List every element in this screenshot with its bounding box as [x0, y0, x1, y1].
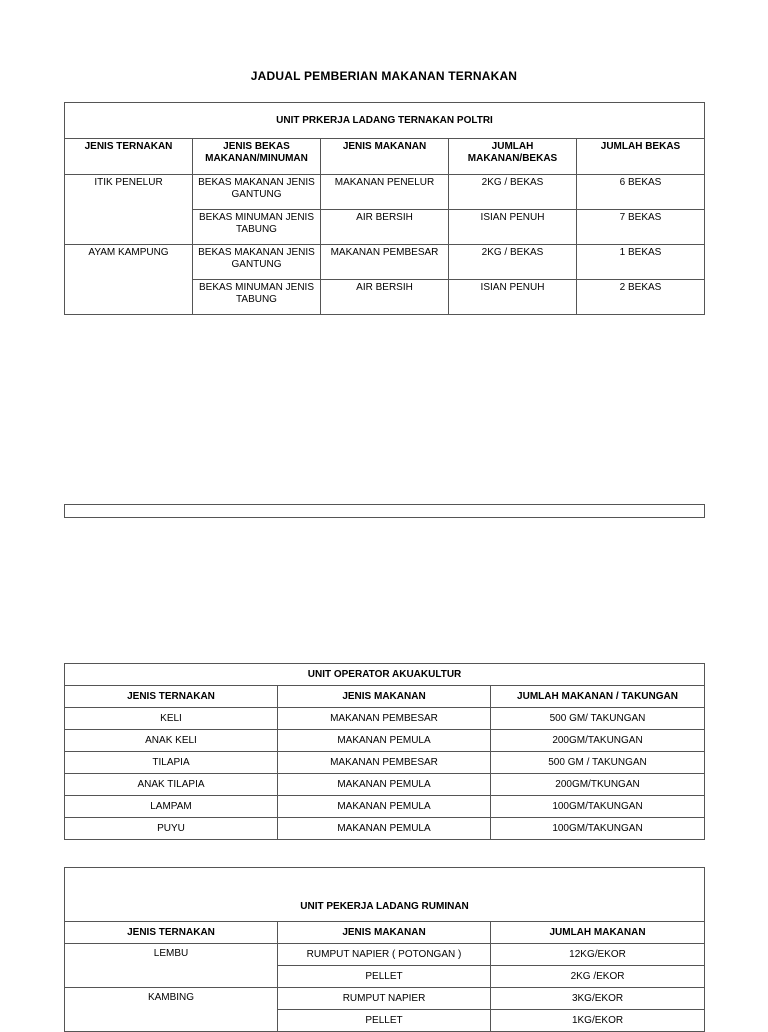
column-header: JENIS MAKANAN — [278, 686, 491, 708]
feed-cell: MAKANAN PEMBESAR — [278, 752, 491, 774]
empty-table-row — [64, 504, 705, 518]
table-row — [65, 818, 705, 840]
column-header: JENIS TERNAKAN — [65, 139, 193, 175]
amount-cell: 12KG/EKOR — [491, 944, 705, 966]
feed-cell: MAKANAN PEMBESAR — [321, 245, 449, 280]
table-row — [65, 796, 705, 818]
table-row — [65, 730, 705, 752]
column-header: JUMLAH MAKANAN / TAKUNGAN — [491, 686, 705, 708]
table-row — [65, 944, 705, 966]
amount-cell: 200GM/TKUNGAN — [491, 774, 705, 796]
feed-cell: MAKANAN PEMULA — [278, 774, 491, 796]
container-cell: BEKAS MINUMAN JENIS TABUNG — [193, 210, 321, 245]
amount-cell: 2KG / BEKAS — [449, 175, 577, 210]
table-caption: UNIT PEKERJA LADANG RUMINAN — [65, 868, 705, 922]
feed-cell: PELLET — [278, 1010, 491, 1032]
feed-cell: AIR BERSIH — [321, 210, 449, 245]
column-header: JUMLAH MAKANAN/BEKAS — [449, 139, 577, 175]
amount-cell: 3KG/EKOR — [491, 988, 705, 1010]
table-caption: UNIT OPERATOR AKUAKULTUR — [65, 664, 705, 686]
column-header: JUMLAH MAKANAN — [491, 922, 705, 944]
animal-cell: TILAPIA — [65, 752, 278, 774]
aquaculture-feeding-table — [64, 663, 705, 840]
table-row — [65, 175, 705, 210]
count-cell: 1 BEKAS — [577, 245, 705, 280]
animal-cell: ANAK TILAPIA — [65, 774, 278, 796]
amount-cell: 2KG / BEKAS — [449, 245, 577, 280]
feed-cell: MAKANAN PEMULA — [278, 730, 491, 752]
animal-cell: KAMBING — [65, 988, 278, 1032]
amount-cell: 500 GM / TAKUNGAN — [491, 752, 705, 774]
amount-cell: ISIAN PENUH — [449, 210, 577, 245]
animal-cell: ITIK PENELUR — [65, 175, 193, 245]
container-cell: BEKAS MAKANAN JENIS GANTUNG — [193, 175, 321, 210]
page-title: JADUAL PEMBERIAN MAKANAN TERNAKAN — [250, 69, 518, 83]
table-row — [65, 752, 705, 774]
feed-cell: MAKANAN PEMULA — [278, 796, 491, 818]
animal-cell: KELI — [65, 708, 278, 730]
amount-cell: 1KG/EKOR — [491, 1010, 705, 1032]
table-row — [65, 988, 705, 1010]
container-cell: BEKAS MAKANAN JENIS GANTUNG — [193, 245, 321, 280]
table-row — [65, 245, 705, 280]
table-row — [65, 708, 705, 730]
amount-cell: ISIAN PENUH — [449, 280, 577, 315]
count-cell: 7 BEKAS — [577, 210, 705, 245]
ruminant-feeding-table — [64, 867, 705, 1032]
amount-cell: 500 GM/ TAKUNGAN — [491, 708, 705, 730]
feed-cell: MAKANAN PEMULA — [278, 818, 491, 840]
feed-cell: MAKANAN PEMBESAR — [278, 708, 491, 730]
column-header: JENIS TERNAKAN — [65, 686, 278, 708]
animal-cell: AYAM KAMPUNG — [65, 245, 193, 315]
poultry-feeding-table — [64, 102, 705, 315]
feed-cell: MAKANAN PENELUR — [321, 175, 449, 210]
animal-cell: PUYU — [65, 818, 278, 840]
column-header: JENIS MAKANAN — [278, 922, 491, 944]
table-caption: UNIT PRKERJA LADANG TERNAKAN POLTRI — [65, 103, 705, 139]
feed-cell: RUMPUT NAPIER — [278, 988, 491, 1010]
feed-cell: RUMPUT NAPIER ( POTONGAN ) — [278, 944, 491, 966]
amount-cell: 2KG /EKOR — [491, 966, 705, 988]
column-header: JENIS MAKANAN — [321, 139, 449, 175]
count-cell: 6 BEKAS — [577, 175, 705, 210]
amount-cell: 100GM/TAKUNGAN — [491, 796, 705, 818]
animal-cell: LEMBU — [65, 944, 278, 988]
column-header: JENIS BEKAS MAKANAN/MINUMAN — [193, 139, 321, 175]
feed-cell: AIR BERSIH — [321, 280, 449, 315]
container-cell: BEKAS MINUMAN JENIS TABUNG — [193, 280, 321, 315]
column-header: JUMLAH BEKAS — [577, 139, 705, 175]
animal-cell: ANAK KELI — [65, 730, 278, 752]
feed-cell: PELLET — [278, 966, 491, 988]
amount-cell: 200GM/TAKUNGAN — [491, 730, 705, 752]
count-cell: 2 BEKAS — [577, 280, 705, 315]
table-row — [65, 774, 705, 796]
amount-cell: 100GM/TAKUNGAN — [491, 818, 705, 840]
column-header: JENIS TERNAKAN — [65, 922, 278, 944]
animal-cell: LAMPAM — [65, 796, 278, 818]
